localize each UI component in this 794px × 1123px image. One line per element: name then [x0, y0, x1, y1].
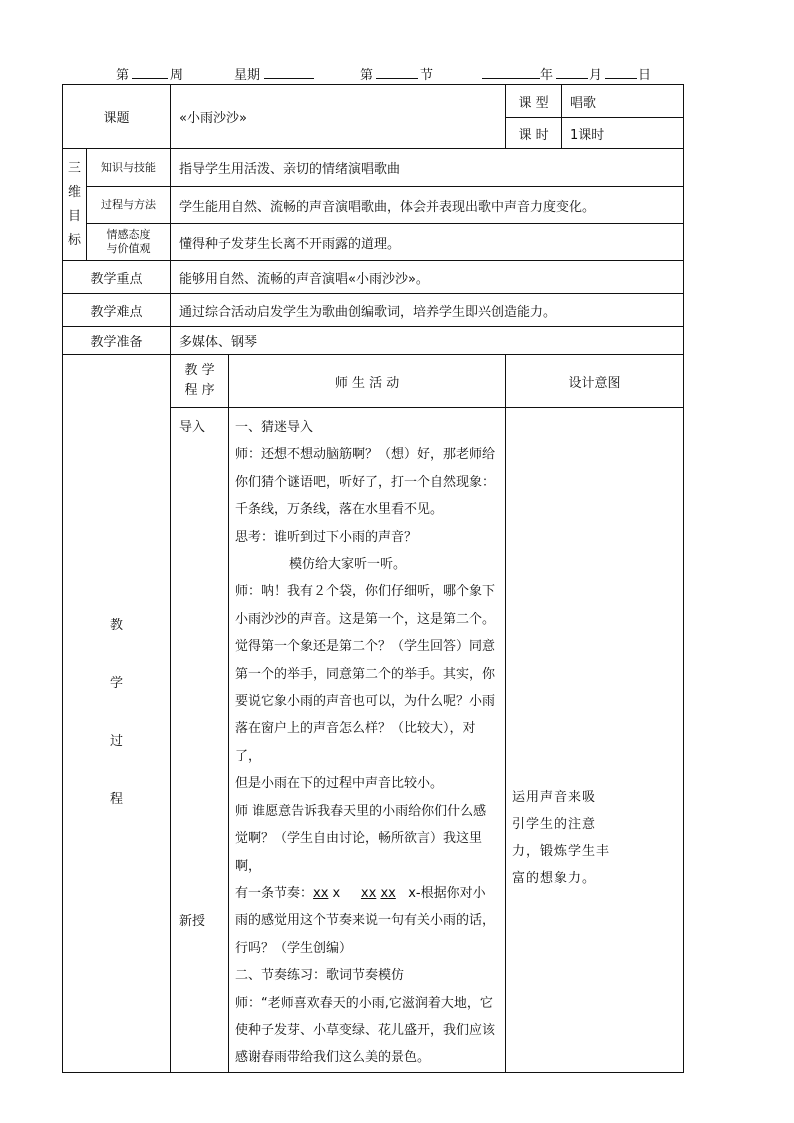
program-column-header: 教 学 程 序	[171, 355, 229, 408]
year-label: 年	[540, 68, 554, 83]
weekday-blank	[264, 78, 314, 79]
preparation-label: 教学准备	[63, 327, 171, 355]
preparation-value: 多媒体、钢琴	[171, 327, 684, 355]
activity-content: 一、猜迷导入 师：还想不想动脑筋啊？（想）好，那老师给 你们猜个谜语吧，听好了，打一个自然现象： 千条线，万条线，落在水里看不见。 思考：谁听到过下小雨的声音？ 模仿给大家听一听。 师：呐！我有２个袋，你们仔细听，哪个象下 小雨沙沙的声音。这是第一个，这是第二个。 觉得第一个象还是第二个？（学生回答）同意 第一个的举手，同意第二个的举手。其实，你 要说它象小雨的声音也可以，为什么呢？小雨 落在窗户上的声音怎么样？（比较大），对了， 但是小雨在下的过程中声音比较小。 师 谁愿意告诉我春天里的小雨给你们什么感 觉啊？（学生自由讨论，畅所欲言）我这里啊， 有一条节奏：xx x xx xx x-根据你对小 雨的感觉用这个节奏来说一句有关小雨的话， 行吗？（学生创编） 二、节奏练习：歌词节奏模仿 师：“老师喜欢春天的小雨,它滋润着大地，它 使种子发芽、小草变绿、花儿盛开，我们应该 感谢春雨带给我们这么美的景色。	[229, 408, 506, 1073]
knowledge-skills-label: 知识与技能	[87, 149, 171, 187]
period-blank	[376, 78, 418, 79]
type-value: 唱歌	[562, 85, 684, 118]
topic-label: 课题	[63, 85, 171, 149]
objectives-group-label: 三 维 目 标	[63, 149, 87, 261]
difficulty-value: 通过综合活动启发学生为歌曲创编歌词，培养学生即兴创造能力。	[171, 294, 684, 327]
period-suffix: 节	[420, 68, 434, 83]
focus-value: 能够用自然、流畅的声音演唱«小雨沙沙»。	[171, 261, 684, 294]
type-label: 课 型	[506, 85, 562, 118]
weekday-label: 星期	[234, 68, 261, 83]
emotion-values-label: 情感态度 与价值观	[87, 224, 171, 261]
teaching-process-label: 教 学 过 程	[63, 355, 171, 1073]
process-method-label: 过程与方法	[87, 187, 171, 224]
knowledge-skills-value: 指导学生用活泼、亲切的情绪演唱歌曲	[171, 149, 684, 187]
difficulty-label: 教学难点	[63, 294, 171, 327]
lesson-plan-table	[62, 84, 684, 1073]
hours-label: 课 时	[506, 118, 562, 149]
program-stages	[171, 408, 229, 1073]
hours-value: 1课时	[562, 118, 684, 149]
day-blank	[605, 78, 637, 79]
stage-new-teaching: 新授	[179, 914, 206, 929]
year-blank	[482, 78, 540, 79]
activity-column-header: 师 生 活 动	[229, 355, 506, 408]
week-suffix: 周	[170, 68, 184, 83]
month-blank	[556, 78, 588, 79]
week-prefix: 第	[116, 68, 130, 83]
topic-value: «小雨沙沙»	[171, 85, 506, 149]
schedule-header	[62, 64, 682, 82]
focus-label: 教学重点	[63, 261, 171, 294]
rhythm-line: 有一条节奏：xx x xx xx x-根据你对小	[235, 885, 486, 901]
emotion-values-value: 懂得种子发芽生长离不开雨露的道理。	[171, 224, 684, 261]
stage-intro: 导入	[179, 420, 206, 435]
process-method-value: 学生能用自然、流畅的声音演唱歌曲，体会并表现出歌中声音力度变化。	[171, 187, 684, 224]
week-blank	[132, 78, 168, 79]
month-label: 月	[589, 68, 603, 83]
period-prefix: 第	[360, 68, 374, 83]
intent-column-header: 设计意图	[506, 355, 684, 408]
design-intent-content: 运用声音来吸 引学生的注意 力，锻炼学生丰 富的想象力。	[506, 408, 684, 1073]
day-label: 日	[638, 68, 652, 83]
